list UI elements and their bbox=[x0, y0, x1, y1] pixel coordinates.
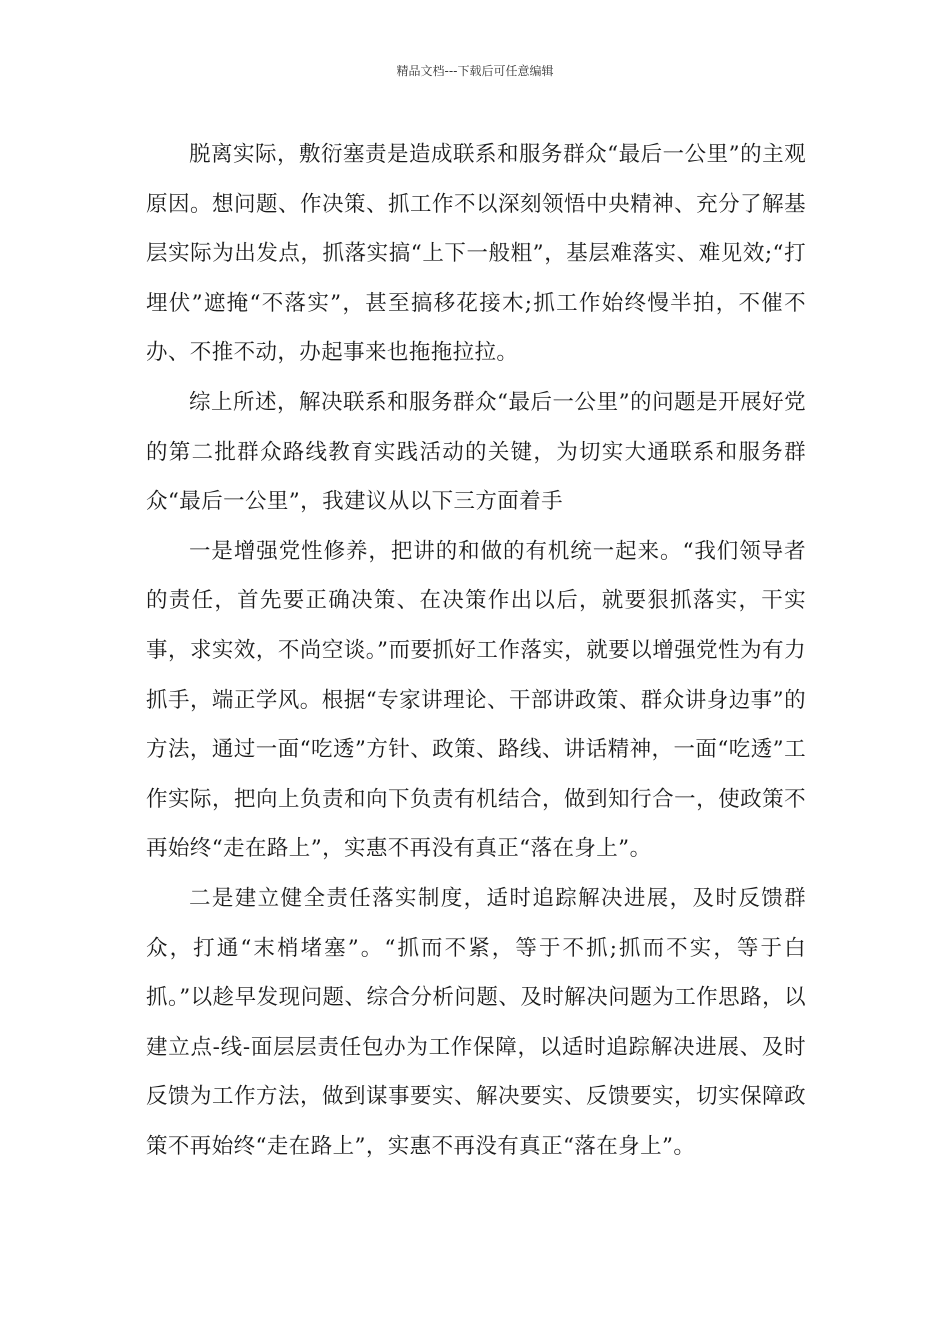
paragraph-point-one: 一是增强党性修养，把讲的和做的有机统一起来。“我们领导者的责任，首先要正确决策、在决策作出以后，就要狠抓落实，干实事，求实效，不尚空谈。”而要抓好工作落实，就要以增强党性为有力抓手，端正学风。根据“专家讲理论、干部讲政策、群众讲身边事”的方法，通过一面“吃透”方针、政策、路线、讲话精神，一面“吃透”工作实际，把向上负责和向下负责有机结合，做到知行合一，使政策不再始终“走在路上”，实惠不再没有真正“落在身上”。 bbox=[146, 538, 806, 862]
page-header: 精品文档---下载后可任意编辑 bbox=[396, 64, 554, 78]
document-body bbox=[146, 130, 806, 1171]
paragraph-subjective-causes: 脱离实际，敷衍塞责是造成联系和服务群众“最后一公里”的主观原因。想问题、作决策、抓工作不以深刻领悟中央精神、充分了解基层实际为出发点，抓落实搞“上下一般粗”，基层难落实、难见效;“打埋伏”遮掩“不落实”，甚至搞移花接木;抓工作始终慢半拍，不催不办、不推不动，办起事来也拖拖拉拉。 bbox=[146, 142, 806, 366]
paragraph-point-two: 二是建立健全责任落实制度，适时追踪解决进展，及时反馈群众，打通“末梢堵塞”。“抓而不紧，等于不抓;抓而不实，等于白抓。”以趁早发现问题、综合分析问题、及时解决问题为工作思路，以建立点-线-面层层责任包办为工作保障，以适时追踪解决进展、及时反馈为工作方法，做到谋事要实、解决要实、反馈要实，切实保障政策不再始终“走在路上”，实惠不再没有真正“落在身上”。 bbox=[146, 885, 806, 1159]
paragraph-summary: 综上所述，解决联系和服务群众“最后一公里”的问题是开展好党的第二批群众路线教育实践活动的关键，为切实大通联系和服务群众“最后一公里”，我建议从以下三方面着手 bbox=[146, 389, 806, 515]
